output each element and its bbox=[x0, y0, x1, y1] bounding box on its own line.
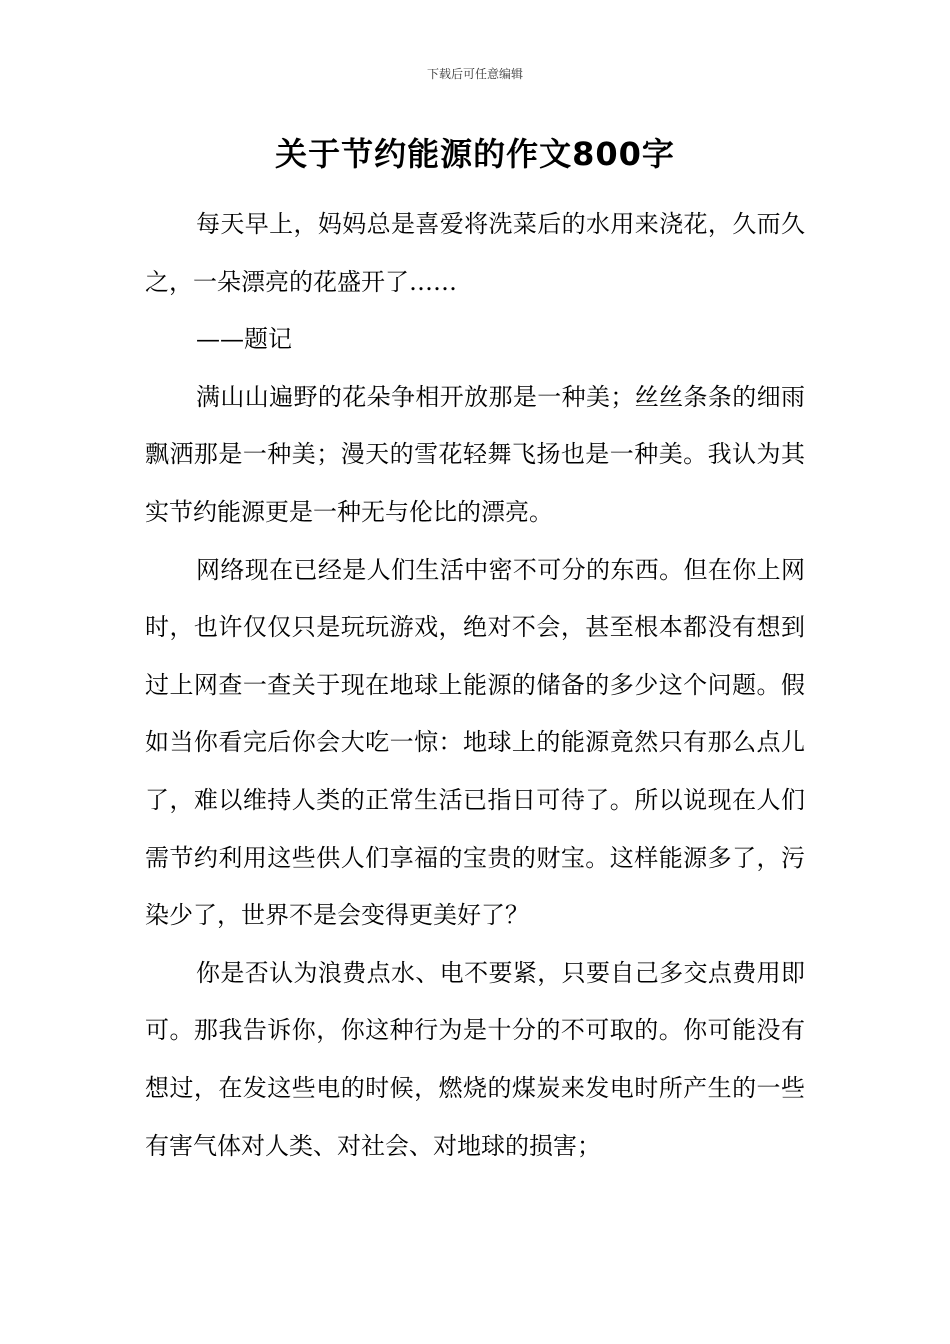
paragraph-beauty: 满山山遍野的花朵争相开放那是一种美；丝丝条条的细雨飘洒那是一种美；漫天的雪花轻舞飞扬也是一种美。我认为其实节约能源更是一种无与伦比的漂亮。 bbox=[145, 382, 805, 526]
paragraph-waste: 你是否认为浪费点水、电不要紧，只要自己多交点费用即可。那我告诉你，你这种行为是十分的不可取的。你可能没有想过，在发这些电的时候，燃烧的煤炭来发电时所产生的一些有害气体对人类、对社会、对地球的损害； bbox=[145, 958, 805, 1160]
paragraph-intro: 每天早上，妈妈总是喜爱将洗菜后的水用来浇花，久而久之，一朵漂亮的花盛开了…… bbox=[145, 210, 805, 296]
paragraph-internet: 网络现在已经是人们生活中密不可分的东西。但在你上网时，也许仅仅只是玩玩游戏，绝对不会，甚至根本都没有想到过上网查一查关于现在地球上能源的储备的多少这个问题。假如当你看完后你会大吃一惊：地球上的能源竟然只有那么点儿了，难以维持人类的正常生活已指日可待了。所以说现在人们需节约利用这些供人们享福的宝贵的财宝。这样能源多了，污染少了，世界不是会变得更美好了？ bbox=[145, 555, 805, 930]
article-body bbox=[145, 196, 805, 1175]
header-note: 下载后可任意编辑 bbox=[426, 67, 523, 81]
page-title: 关于节约能源的作文800字 bbox=[275, 135, 675, 173]
paragraph-epigraph: ——题记 bbox=[196, 325, 292, 354]
